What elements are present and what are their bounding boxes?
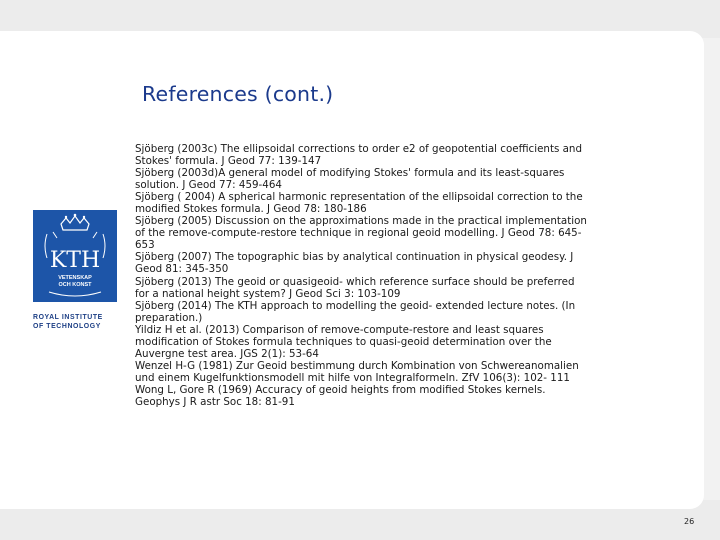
- reference-line: Yildiz H et al. (2013) Comparison of remove-compute-restore and least squares: [135, 323, 544, 336]
- reference-line: Wenzel H-G (1981) Zur Geoid bestimmung durch Kombination von Schwereanomalien: [135, 359, 579, 372]
- reference-item: [135, 360, 625, 384]
- reference-line: 653: [135, 239, 155, 252]
- reference-line: Geophys J R astr Soc 18: 81-91: [135, 395, 295, 408]
- reference-list: [135, 143, 625, 408]
- reference-item: [135, 384, 625, 408]
- reference-line: Geod 81: 345-350: [135, 263, 229, 276]
- reference-item: [135, 300, 625, 324]
- reference-line: Auvergne test area. JGS 2(1): 53-64: [135, 347, 319, 360]
- reference-line: Sjöberg (2014) The KTH approach to modelling the geoid- extended lecture notes. (In: [135, 299, 576, 312]
- logo-caption: [33, 313, 117, 331]
- reference-line: Sjöberg (2013) The geoid or quasigeoid- which reference surface should be preferred: [135, 275, 575, 288]
- reference-item: [135, 167, 625, 191]
- page-number: 26: [684, 517, 695, 526]
- logo-kth-text: KTH: [49, 248, 101, 273]
- reference-item: [135, 324, 625, 360]
- logo-motto-line1: VETENSKAP: [58, 275, 92, 281]
- reference-line: Sjöberg (2003c) The ellipsoidal corrections to order e2 of geopotential coefficients and: [135, 143, 582, 155]
- reference-line: Stokes' formula. J Geod 77: 139-147: [135, 155, 322, 168]
- reference-line: modification of Stokes formula techniques to quasi-geoid determination over the: [135, 335, 552, 348]
- logo-caption-line2: OF TECHNOLOGY: [33, 323, 101, 330]
- reference-item: [135, 191, 625, 215]
- reference-line: Sjöberg (2005) Discussion on the approximations made in the practical implementation: [135, 215, 587, 228]
- reference-item: [135, 143, 625, 167]
- reference-item: [135, 251, 625, 275]
- reference-line: modified Stokes formula. J Geod 78: 180-186: [135, 203, 367, 216]
- reference-line: Sjöberg (2003d)A general model of modifying Stokes' formula and its least-squares: [135, 167, 565, 180]
- reference-line: Wong L, Gore R (1969) Accuracy of geoid heights from modified Stokes kernels.: [135, 383, 546, 396]
- reference-line: preparation.): [135, 311, 203, 324]
- logo-motto-line2: OCH KONST: [58, 282, 92, 288]
- slide-title: References (cont.): [142, 82, 334, 106]
- reference-item: [135, 215, 625, 251]
- reference-line: of the remove-compute-restore technique in regional geoid modelling. J Geod 78: 645-: [135, 227, 582, 240]
- reference-line: und einem Kugelfunktionsmodell mit hilfe von Integralformeln. ZfV 106(3): 102- 111: [135, 371, 570, 384]
- kth-logo: [33, 210, 117, 331]
- reference-line: for a national height system? J Geod Sci 3: 103-109: [135, 287, 401, 300]
- reference-line: Sjöberg (2007) The topographic bias by analytical continuation in physical geodesy. J: [135, 251, 574, 264]
- kth-emblem-icon: [33, 210, 117, 302]
- reference-line: solution. J Geod 77: 459-464: [135, 179, 282, 192]
- reference-line: Sjöberg ( 2004) A spherical harmonic representation of the ellipsoidal correction to the: [135, 191, 583, 204]
- reference-item: [135, 276, 625, 300]
- logo-caption-line1: ROYAL INSTITUTE: [33, 314, 103, 321]
